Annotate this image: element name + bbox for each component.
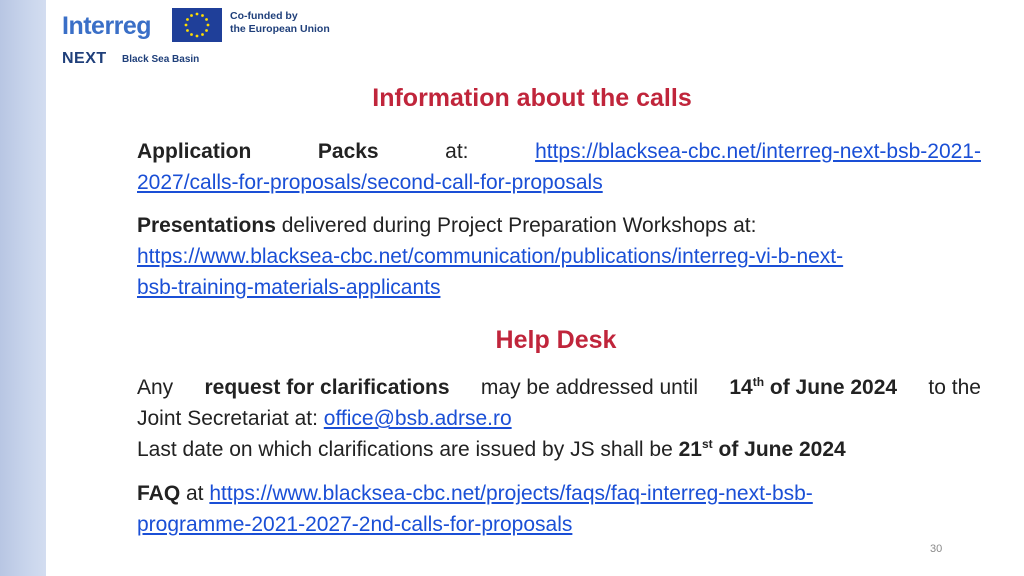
- help-desk-paragraph: [137, 372, 981, 465]
- last-date-day: 21: [678, 438, 702, 461]
- last-date-sup: st: [701, 437, 713, 451]
- eu-star: [190, 33, 193, 36]
- email-link[interactable]: office@bsb.adrse.ro: [323, 407, 512, 430]
- help-desk-heading: Help Desk: [495, 326, 617, 354]
- application-word: Application: [137, 140, 252, 163]
- next-logo-text: NEXT: [62, 50, 107, 67]
- eu-star: [207, 24, 210, 27]
- presentations-link-part1[interactable]: https://www.blacksea-cbc.net/communication/publications/interreg-vi-b-next-: [137, 245, 844, 268]
- eu-star: [186, 18, 189, 21]
- cofunded-line1: Co-funded by: [230, 10, 298, 22]
- presentations-paragraph: [137, 210, 981, 303]
- to-the-text: to the: [928, 376, 981, 399]
- eu-star: [196, 35, 199, 38]
- eu-flag-icon: [172, 8, 222, 42]
- interreg-logo-text: Interreg: [62, 12, 152, 40]
- request-bold: request for clarifications: [204, 376, 450, 399]
- application-packs-link-part2[interactable]: 2027/calls-for-proposals/second-call-for-proposals: [137, 171, 603, 194]
- application-packs-paragraph: [137, 136, 981, 198]
- last-date-text: Last date on which clarifications are issued by JS shall be: [137, 438, 679, 461]
- faq-at-text: at: [180, 482, 210, 505]
- eu-star: [201, 14, 204, 17]
- deadline-sup: th: [752, 375, 765, 389]
- faq-link-part2[interactable]: programme-2021-2027-2nd-calls-for-proposals: [137, 513, 573, 536]
- deadline-day: 14: [729, 376, 753, 399]
- any-word: Any: [137, 376, 174, 399]
- presentations-bold: Presentations: [137, 214, 276, 237]
- eu-star: [186, 29, 189, 32]
- last-date-rest: of June 2024: [712, 438, 846, 461]
- eu-star: [205, 29, 208, 32]
- cofunded-text: [230, 10, 330, 36]
- eu-star: [201, 33, 204, 36]
- may-be-text: may be addressed until: [480, 376, 699, 399]
- application-packs-link-part1[interactable]: https://blacksea-cbc.net/interreg-next-bsb-2021-: [535, 140, 981, 163]
- eu-star: [196, 13, 199, 16]
- faq-paragraph: [137, 478, 981, 540]
- cofunded-line2: the European Union: [230, 23, 330, 35]
- deadline-date: [729, 372, 897, 403]
- packs-word: Packs: [317, 140, 379, 163]
- faq-bold: FAQ: [137, 482, 181, 505]
- region-logo-text: Black Sea Basin: [122, 54, 200, 65]
- page-title: Information about the calls: [372, 84, 692, 112]
- deadline-rest: of June 2024: [764, 376, 898, 399]
- eu-star: [205, 18, 208, 21]
- eu-star: [190, 14, 193, 17]
- slide-number: 30: [930, 543, 943, 555]
- at-word: at:: [445, 140, 469, 163]
- logo-area: [62, 8, 342, 68]
- joint-secretariat-text: Joint Secretariat at:: [137, 407, 324, 430]
- faq-link-part1[interactable]: https://www.blacksea-cbc.net/projects/faqs/faq-interreg-next-bsb-: [209, 482, 813, 505]
- eu-star: [185, 24, 188, 27]
- last-date: [679, 438, 846, 461]
- presentations-text: delivered during Project Preparation Workshops at:: [275, 214, 757, 237]
- presentations-link-part2[interactable]: bsb-training-materials-applicants: [137, 276, 441, 299]
